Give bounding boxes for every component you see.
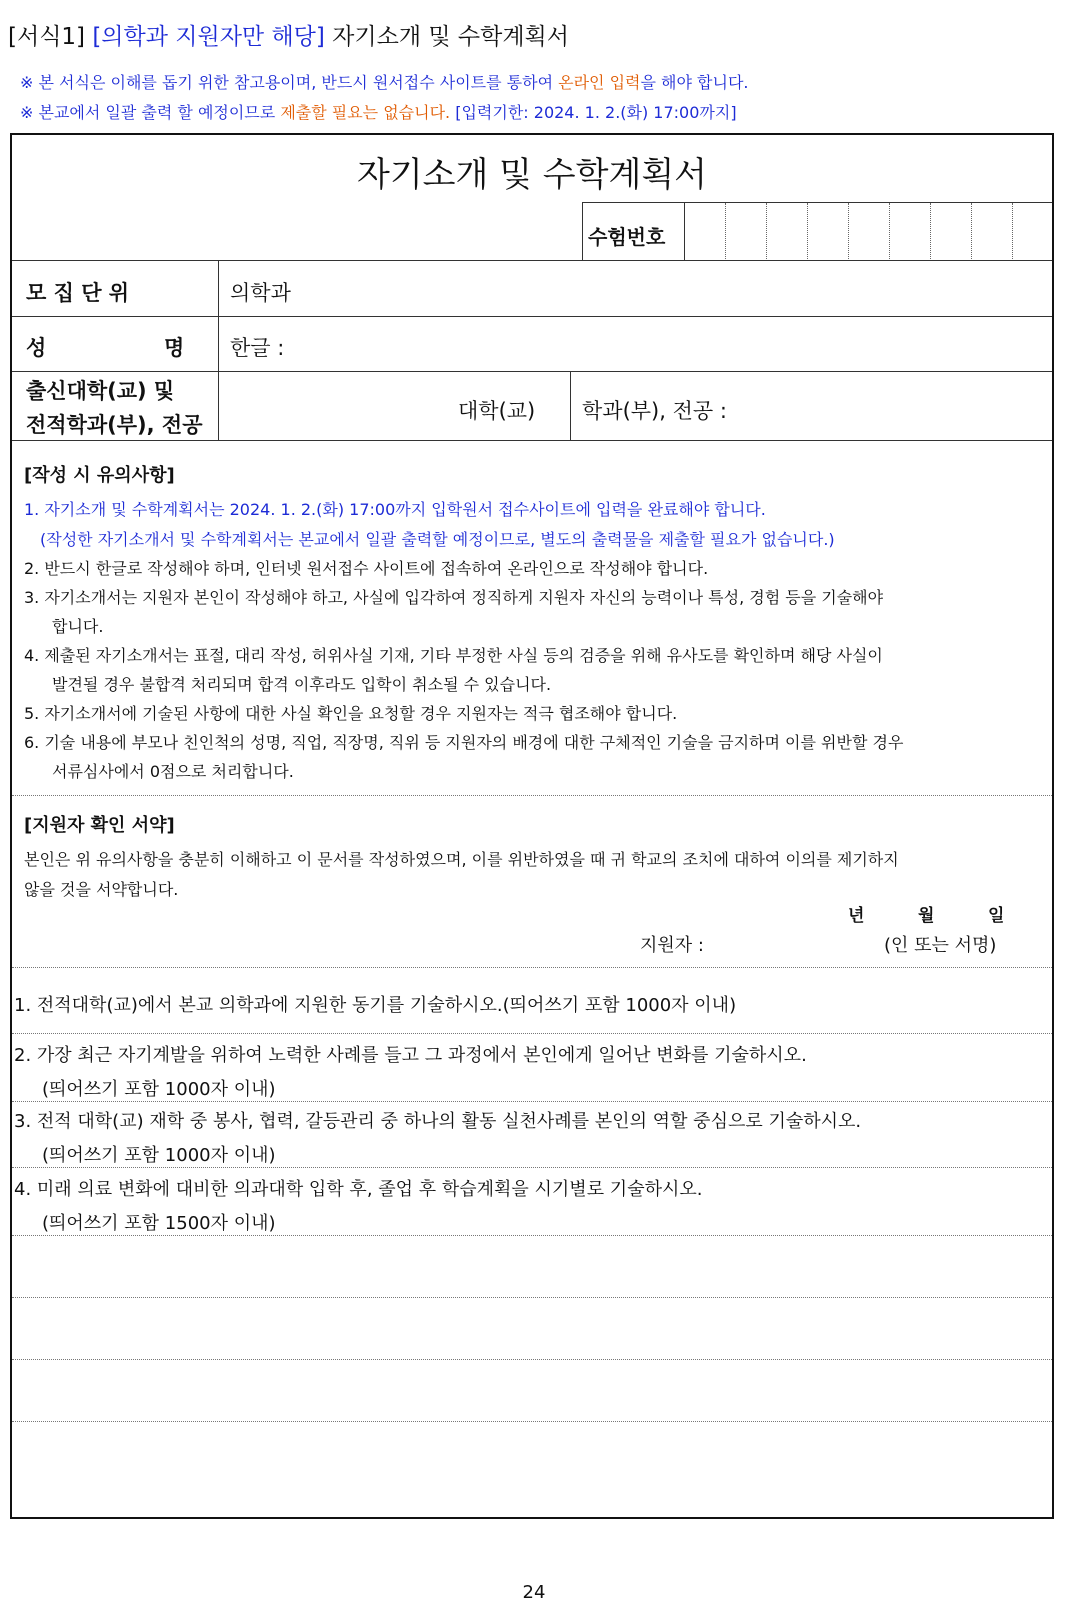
school-label-1: 출신대학(교) 및 <box>26 379 175 403</box>
divider <box>12 1101 1052 1102</box>
name-label-1: 성 <box>26 336 47 360</box>
notice-1-tail: 을 해야 합니다. <box>640 73 749 92</box>
exam-digit-box[interactable] <box>972 203 1013 259</box>
application-form <box>10 133 1054 1519</box>
answer-line[interactable] <box>12 1421 1052 1422</box>
question-4-limit: (띄어쓰기 포함 1500자 이내) <box>42 1213 276 1234</box>
exam-number-label: 수험번호 <box>588 225 666 249</box>
exam-digit-box[interactable] <box>726 203 767 259</box>
form-header-title: 자기소개 및 수학계획서 <box>332 24 569 50</box>
notice-2-highlight: 제출할 필요는 없습니다. <box>280 103 451 122</box>
exam-digit-box[interactable] <box>767 203 808 259</box>
note-1: 1. 자기소개 및 수학계획서는 2024. 1. 2.(화) 17:00까지 입학원서 접수사이트에 입력을 완료해야 합니다. <box>24 500 766 519</box>
signature-hint: (인 또는 서명) <box>884 935 997 956</box>
answer-line[interactable] <box>12 1297 1052 1298</box>
form-header <box>8 18 569 51</box>
notes-title: [작성 시 유의사항] <box>24 465 175 486</box>
date-month-label: 월 <box>918 906 935 926</box>
school-university-field[interactable]: 대학(교) <box>458 399 536 423</box>
note-5: 5. 자기소개서에 기술된 사항에 대한 사실 확인을 요청할 경우 지원자는 적극 협조해야 합니다. <box>24 704 678 723</box>
divider <box>12 967 1052 968</box>
divider <box>12 1167 1052 1168</box>
pledge-text-1: 본인은 위 유의사항을 충분히 이해하고 이 문서를 작성하였으며, 이를 위반하였을 때 귀 학교의 조치에 대하여 이의를 제기하지 <box>24 850 899 869</box>
divider <box>12 795 1052 796</box>
divider <box>12 316 1052 317</box>
exam-digit-box[interactable] <box>808 203 849 259</box>
exam-digit-box[interactable] <box>1013 203 1053 259</box>
unit-label: 모 집 단 위 <box>26 281 130 305</box>
divider <box>12 371 1052 372</box>
note-6-cont: 서류심사에서 0점으로 처리합니다. <box>52 762 294 781</box>
date-year-label: 년 <box>848 906 865 926</box>
question-3-limit: (띄어쓰기 포함 1000자 이내) <box>42 1145 276 1166</box>
exam-number-boxes[interactable] <box>685 203 1053 259</box>
exam-digit-box[interactable] <box>931 203 972 259</box>
question-4: 4. 미래 의료 변화에 대비한 의과대학 입학 후, 졸업 후 학습계획을 시기별로 기술하시오. <box>14 1179 703 1200</box>
note-3-cont: 합니다. <box>52 617 104 636</box>
school-label-2: 전적학과(부), 전공 <box>26 413 203 437</box>
notice-1-text: ※ 본 서식은 이해를 돕기 위한 참고용이며, 반드시 원서접수 사이트를 통하여 <box>20 73 559 92</box>
answer-line[interactable] <box>12 1235 1052 1236</box>
pledge-text-2: 않을 것을 서약합니다. <box>24 880 179 899</box>
form-target: [의학과 지원자만 해당] <box>92 24 325 50</box>
divider <box>570 371 571 441</box>
question-2: 2. 가장 최근 자기계발을 위하여 노력한 사례를 들고 그 과정에서 본인에게 일어난 변화를 기술하시오. <box>14 1045 807 1066</box>
note-2: 2. 반드시 한글로 작성해야 하며, 인터넷 원서접수 사이트에 접속하여 온라인으로 작성해야 합니다. <box>24 559 709 578</box>
divider <box>12 1033 1052 1034</box>
divider <box>218 260 219 441</box>
unit-value: 의학과 <box>230 281 291 305</box>
note-6: 6. 기술 내용에 부모나 친인척의 성명, 직업, 직장명, 직위 등 지원자의 배경에 대한 구체적인 기술을 금지하며 이를 위반할 경우 <box>24 733 904 752</box>
pledge-title: [지원자 확인 서약] <box>24 815 175 836</box>
notice-1 <box>20 70 749 93</box>
school-major-field[interactable]: 학과(부), 전공 : <box>582 399 727 423</box>
notice-2-deadline: [입력기한: 2024. 1. 2.(화) 17:00까지] <box>450 103 737 122</box>
divider <box>582 202 583 260</box>
exam-digit-box[interactable] <box>890 203 931 259</box>
applicant-signature-field[interactable]: 지원자 : <box>640 935 704 956</box>
notice-2-text: ※ 본교에서 일괄 출력 할 예정이므로 <box>20 103 281 122</box>
form-number: [서식1] <box>8 24 86 50</box>
question-1: 1. 전적대학(교)에서 본교 의학과에 지원한 동기를 기술하시오.(띄어쓰기 포함 1000자 이내) <box>14 995 737 1016</box>
divider <box>12 260 1052 261</box>
note-1-detail: (작성한 자기소개서 및 수학계획서는 본교에서 일괄 출력할 예정이므로, 별도의 출력물을 제출할 필요가 없습니다.) <box>40 530 835 549</box>
question-3: 3. 전적 대학(교) 재학 중 봉사, 협력, 갈등관리 중 하나의 활동 실천사례를 본인의 역할 중심으로 기술하시오. <box>14 1111 862 1132</box>
date-day-label: 일 <box>988 906 1005 926</box>
question-2-limit: (띄어쓰기 포함 1000자 이내) <box>42 1079 276 1100</box>
note-4-cont: 발견될 경우 불합격 처리되며 합격 이후라도 입학이 취소될 수 있습니다. <box>52 675 552 694</box>
name-label-2: 명 <box>164 336 185 360</box>
page-number: 24 <box>522 1582 546 1603</box>
notice-2 <box>20 100 737 123</box>
notice-1-highlight: 온라인 입력 <box>558 73 641 92</box>
exam-digit-box[interactable] <box>685 203 726 259</box>
note-4: 4. 제출된 자기소개서는 표절, 대리 작성, 허위사실 기재, 기타 부정한 사실 등의 검증을 위해 유사도를 확인하며 해당 사실이 <box>24 646 883 665</box>
form-title: 자기소개 및 수학계획서 <box>356 155 708 195</box>
note-3: 3. 자기소개서는 지원자 본인이 작성해야 하고, 사실에 입각하여 정직하게 지원자 자신의 능력이나 특성, 경험 등을 기술해야 <box>24 588 884 607</box>
exam-digit-box[interactable] <box>849 203 890 259</box>
divider <box>12 440 1052 441</box>
answer-line[interactable] <box>12 1359 1052 1360</box>
name-korean-field[interactable]: 한글 : <box>230 336 285 360</box>
